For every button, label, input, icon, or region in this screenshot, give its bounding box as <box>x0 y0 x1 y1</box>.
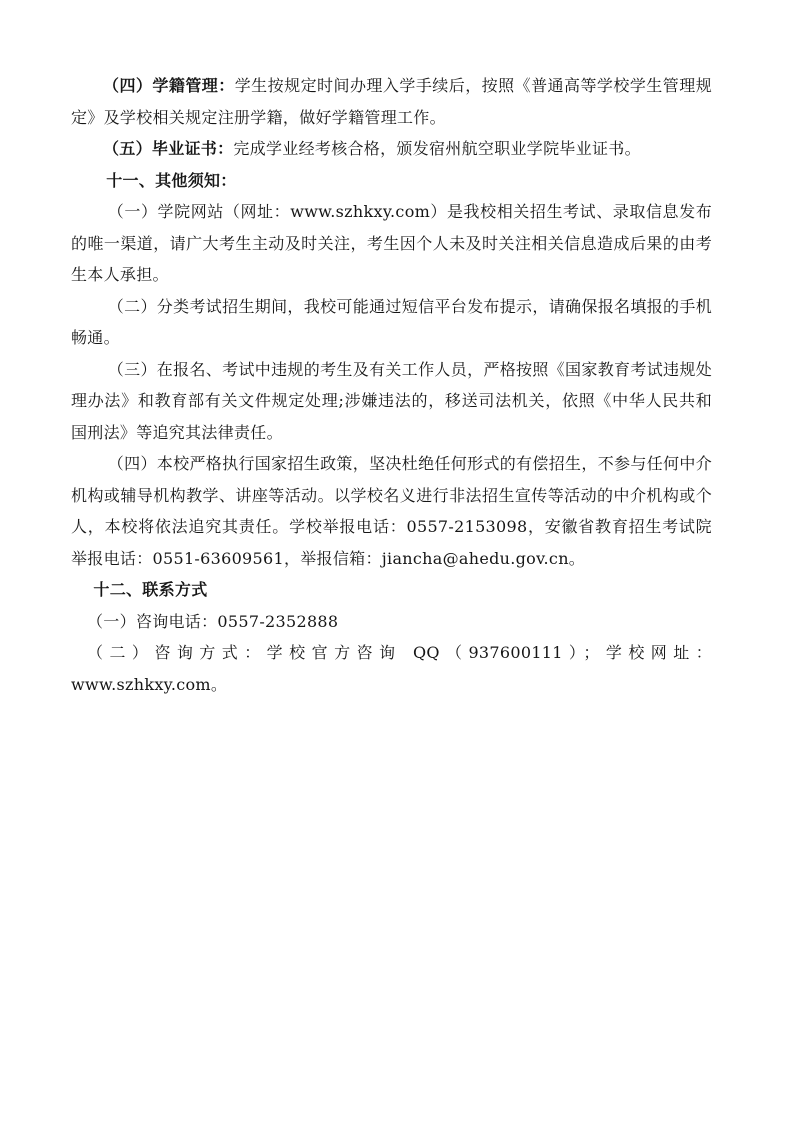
paragraph-heading2 <box>71 574 712 606</box>
paragraph-clause <box>71 133 712 165</box>
paragraph-item <box>71 448 712 574</box>
paragraph-item <box>71 196 712 291</box>
paragraph-text: 完成学业经考核合格，颁发宿州航空职业学院毕业证书。 <box>233 139 641 158</box>
paragraph-text: （一）咨询电话：0557-2352888 <box>87 611 339 631</box>
paragraph-item <box>71 291 712 354</box>
paragraph-lead: （四）学籍管理： <box>103 76 235 95</box>
paragraph-text: （二）分类考试招生期间，我校可能通过短信平台发布提示，请确保报名填报的手机畅通。 <box>71 296 712 347</box>
paragraph-clause <box>71 70 712 133</box>
paragraph-text: 十一、其他须知： <box>106 170 237 190</box>
paragraph-text: （二）咨询方式：学校官方咨询 QQ（937600111）；学校网址：www.szhkxy.com。 <box>71 643 712 694</box>
paragraph-text: （一）学院网站（网址：www.szhkxy.com）是我校相关招生考试、录取信息发布的唯一渠道，请广大考生主动及时关注，考生因个人未及时关注相关信息造成后果的由考生本人承担。 <box>71 202 712 284</box>
paragraph-lead: （五）毕业证书： <box>103 139 234 158</box>
paragraph-text: 学生按规定时间办理入学手续后，按照《普通高等学校学生管理规定》及学校相关规定注册学籍，做好学籍管理工作。 <box>71 76 713 127</box>
paragraph-item <box>71 354 712 449</box>
paragraph-text: （三）在报名、考试中违规的考生及有关工作人员，严格按照《国家教育考试违规处理办法》和教育部有关文件规定处理;涉嫌违法的，移送司法机关，依照《中华人民共和国刑法》等追究其法律责任。 <box>71 359 712 442</box>
paragraph-text: 十二、联系方式 <box>93 580 208 599</box>
paragraph-contact <box>71 637 712 700</box>
paragraph-heading <box>71 165 712 197</box>
document-body <box>71 70 712 700</box>
paragraph-contact <box>71 606 712 638</box>
paragraph-text: （四）本校严格执行国家招生政策，坚决杜绝任何形式的有偿招生，不参与任何中介机构或辅导机构教学、讲座等活动。以学校名义进行非法招生宣传等活动的中介机构或个人，本校将依法追究其责任。学校举报电话：0557-2153098，安徽省教育招生考试院举报电话：0551-63609561，举报信箱：jiancha@ahedu.gov.cn。 <box>71 454 712 568</box>
